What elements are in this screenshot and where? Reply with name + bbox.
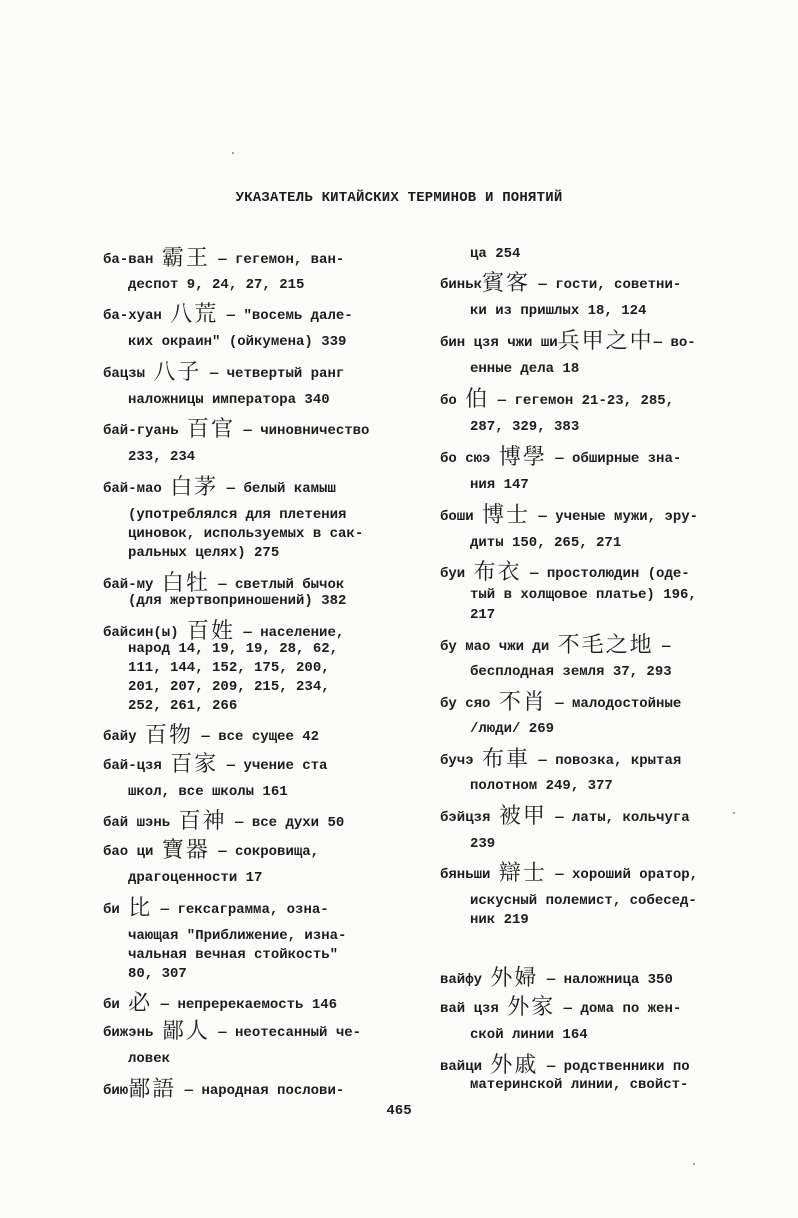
index-entry-line bbox=[470, 302, 646, 320]
entry-term: вайци bbox=[440, 1059, 491, 1075]
index-entry-line bbox=[128, 448, 195, 466]
entry-term: школ, все школы 161 bbox=[128, 784, 288, 800]
index-entry-line bbox=[103, 248, 344, 269]
entry-term: би bbox=[103, 902, 129, 918]
index-entry-line bbox=[440, 863, 698, 884]
entry-term: вай цзя bbox=[440, 1001, 508, 1017]
index-entry-line bbox=[128, 869, 262, 887]
index-entry-line bbox=[470, 606, 495, 624]
index-entry-line bbox=[440, 1055, 690, 1076]
index-entry-line bbox=[470, 245, 520, 263]
entry-term: бяньши bbox=[440, 867, 499, 883]
index-entry-line bbox=[440, 749, 681, 770]
index-entry-line bbox=[470, 663, 672, 681]
chinese-characters: 寶器 bbox=[161, 838, 210, 863]
index-entry-line bbox=[103, 304, 353, 325]
entry-term: (употреблялся для плетения bbox=[128, 507, 347, 523]
index-entry-line bbox=[128, 525, 363, 543]
index-entry-line bbox=[128, 965, 187, 983]
chinese-characters: 百物 bbox=[145, 723, 194, 748]
chinese-characters: 鄙語 bbox=[128, 1077, 177, 1102]
index-entry-line bbox=[128, 544, 279, 562]
chinese-characters: 兵甲之中 bbox=[557, 329, 654, 354]
entry-term: боши bbox=[440, 509, 483, 525]
entry-term: полотном 249, 377 bbox=[470, 778, 613, 794]
index-entry-line bbox=[470, 360, 579, 378]
chinese-characters: 八荒 bbox=[170, 302, 219, 327]
entry-term: деспот 9, 24, 27, 215 bbox=[128, 277, 305, 293]
entry-definition: — дома по жен- bbox=[555, 1001, 682, 1017]
entry-term: бу сяо bbox=[440, 696, 499, 712]
index-entry-line bbox=[128, 1050, 170, 1068]
entry-term: бижэнь bbox=[103, 1025, 162, 1041]
chinese-characters: 百家 bbox=[170, 752, 219, 777]
entry-definition: — повозка, крытая bbox=[530, 753, 682, 769]
chinese-characters: 布衣 bbox=[473, 560, 522, 585]
index-entry-line bbox=[103, 621, 344, 642]
entry-term: 239 bbox=[470, 836, 496, 852]
entry-term: бай шэнь bbox=[103, 815, 179, 831]
entry-term: народ 14, 19, 19, 28, 62, bbox=[128, 641, 339, 657]
index-entry-line bbox=[103, 1079, 344, 1100]
chinese-characters: 百官 bbox=[187, 417, 236, 442]
chinese-characters: 外婦 bbox=[490, 966, 539, 991]
entry-term: диты 150, 265, 271 bbox=[470, 535, 622, 551]
entry-term: байсин(ы) bbox=[103, 625, 188, 641]
entry-term: 233, 234 bbox=[128, 449, 196, 465]
entry-term: циновок, используемых в сак- bbox=[128, 526, 364, 542]
index-entry-line bbox=[440, 806, 690, 827]
index-entry-line bbox=[103, 362, 344, 383]
chinese-characters: 百姓 bbox=[187, 619, 236, 644]
entry-term: чающая "Приближение, изна- bbox=[128, 928, 347, 944]
entry-term: ба-ван bbox=[103, 252, 162, 268]
entry-term: ловек bbox=[128, 1051, 171, 1067]
index-entry-line bbox=[103, 725, 319, 746]
entry-definition: — гегемон, ван- bbox=[209, 252, 345, 268]
entry-term: наложницы императора 340 bbox=[128, 392, 330, 408]
index-entry-line bbox=[440, 331, 696, 352]
index-entry-line bbox=[103, 811, 344, 832]
page-title: УКАЗАТЕЛЬ КИТАЙСКИХ ТЕРМИНОВ И ПОНЯТИЙ bbox=[235, 190, 563, 206]
entry-term: искусный полемист, собесед- bbox=[470, 893, 697, 909]
chinese-characters: 伯 bbox=[465, 387, 490, 412]
entry-term: бай-му bbox=[103, 577, 162, 593]
entry-term: байу bbox=[103, 729, 146, 745]
entry-term: ких окраин" (ойкумена) 339 bbox=[128, 334, 347, 350]
index-entry-line bbox=[440, 997, 681, 1018]
entry-definition: — "восемь дале- bbox=[218, 308, 353, 324]
index-entry-line bbox=[440, 562, 690, 583]
index-entry-line bbox=[103, 573, 344, 594]
chinese-characters: 被甲 bbox=[498, 804, 547, 829]
index-entry-line bbox=[128, 506, 346, 524]
chinese-characters: 必 bbox=[128, 991, 153, 1016]
entry-term: (для жертвоприношений) 382 bbox=[128, 593, 347, 609]
index-entry-line bbox=[128, 391, 330, 409]
entry-term: бай-цзя bbox=[103, 758, 171, 774]
entry-definition: — непререкаемость 146 bbox=[152, 997, 338, 1013]
entry-term: драгоценности 17 bbox=[128, 870, 263, 886]
entry-term: би bbox=[103, 997, 129, 1013]
entry-term: бу мао чжи ди bbox=[440, 639, 558, 655]
entry-term: ба-хуан bbox=[103, 308, 171, 324]
entry-definition: — сокровища, bbox=[209, 844, 320, 860]
entry-term: 217 bbox=[470, 607, 496, 623]
entry-definition: — простолюдин (оде- bbox=[521, 566, 690, 582]
chinese-characters: 賓客 bbox=[482, 271, 531, 296]
entry-term: вайфу bbox=[440, 972, 491, 988]
index-entry-line bbox=[103, 898, 329, 919]
index-entry-line bbox=[470, 777, 613, 795]
index-entry-line bbox=[470, 892, 697, 910]
index-entry-line bbox=[128, 333, 346, 351]
index-entry-line bbox=[440, 968, 673, 989]
index-entry-line bbox=[470, 418, 579, 436]
entry-definition: — наложница 350 bbox=[538, 972, 673, 988]
entry-definition: — во- bbox=[653, 335, 696, 351]
entry-term: бо сюэ bbox=[440, 451, 499, 467]
chinese-characters: 百神 bbox=[178, 809, 227, 834]
entry-definition: — все духи 50 bbox=[226, 815, 345, 831]
index-entry-line bbox=[470, 586, 697, 604]
entry-definition: — неотесанный че- bbox=[209, 1025, 362, 1041]
entry-definition: — латы, кольчуга bbox=[546, 810, 690, 826]
chinese-characters: 白牡 bbox=[161, 571, 210, 596]
entry-term: бацзы bbox=[103, 366, 154, 382]
entry-term: биньк bbox=[440, 277, 483, 293]
index-entry-line bbox=[128, 659, 330, 677]
index-entry-line bbox=[103, 1021, 361, 1042]
entry-definition: — малодостойные bbox=[546, 696, 682, 712]
index-entry-line bbox=[128, 946, 338, 964]
entry-term: енные дела 18 bbox=[470, 361, 580, 377]
entry-term: чальная вечная стойкость" bbox=[128, 947, 339, 963]
chinese-characters: 布車 bbox=[482, 747, 531, 772]
entry-definition: — все сущее 42 bbox=[193, 729, 320, 745]
entry-definition: — гости, советни- bbox=[530, 277, 682, 293]
chinese-characters: 博士 bbox=[482, 503, 531, 528]
entry-definition: — белый камыш bbox=[218, 481, 336, 497]
chinese-characters: 不毛之地 bbox=[557, 633, 654, 658]
index-entry-line bbox=[103, 993, 337, 1014]
entry-term: 287, 329, 383 bbox=[470, 419, 580, 435]
index-entry-line bbox=[128, 697, 237, 715]
entry-term: ца 254 bbox=[470, 246, 521, 262]
entry-term: 252, 261, 266 bbox=[128, 698, 238, 714]
index-entry-line bbox=[103, 754, 327, 775]
entry-definition: — гегемон 21-23, 285, bbox=[489, 393, 675, 409]
chinese-characters: 博學 bbox=[498, 445, 547, 470]
chinese-characters: 八子 bbox=[153, 360, 202, 385]
entry-term: материнской линии, свойст- bbox=[470, 1077, 689, 1093]
index-entry-line bbox=[470, 1026, 588, 1044]
entry-term: бесплодная земля 37, 293 bbox=[470, 664, 672, 680]
entry-definition: — чиновничество bbox=[235, 423, 370, 439]
chinese-characters: 外家 bbox=[507, 995, 556, 1020]
chinese-characters: 外戚 bbox=[490, 1053, 539, 1078]
index-entry-line bbox=[470, 1076, 688, 1094]
index-entry-line bbox=[470, 534, 621, 552]
index-entry-line bbox=[470, 911, 529, 929]
index-entry-line bbox=[470, 720, 554, 738]
index-entry-line bbox=[128, 276, 304, 294]
entry-term: /люди/ 269 bbox=[470, 721, 555, 737]
entry-term: бэйцзя bbox=[440, 810, 499, 826]
entry-definition: — родственники по bbox=[538, 1059, 690, 1075]
chinese-characters: 白茅 bbox=[170, 475, 219, 500]
chinese-characters: 鄙人 bbox=[161, 1019, 210, 1044]
entry-term: ния 147 bbox=[470, 477, 529, 493]
index-entry-line bbox=[128, 592, 346, 610]
page-number: 465 bbox=[386, 1103, 412, 1119]
entry-definition: — четвертый ранг bbox=[201, 366, 345, 382]
chinese-characters: 霸王 bbox=[161, 246, 210, 271]
entry-term: бин цзя чжи ши bbox=[440, 335, 558, 351]
entry-term: бучэ bbox=[440, 753, 483, 769]
entry-term: ской линии 164 bbox=[470, 1027, 588, 1043]
entry-definition: — светлый бычок bbox=[209, 577, 345, 593]
entry-definition: — ученые мужи, эру- bbox=[530, 509, 699, 525]
entry-definition: — хороший оратор, bbox=[546, 867, 699, 883]
entry-term: 201, 207, 209, 215, 234, bbox=[128, 679, 330, 695]
entry-definition: — гексаграмма, озна- bbox=[152, 902, 329, 918]
index-entry-line bbox=[470, 835, 495, 853]
index-entry-line bbox=[470, 476, 529, 494]
entry-term: бао ци bbox=[103, 844, 162, 860]
entry-term: бию bbox=[103, 1083, 129, 1099]
index-entry-line bbox=[103, 840, 319, 861]
paper-speck bbox=[232, 152, 234, 154]
index-entry-line bbox=[440, 389, 674, 410]
entry-term: бо bbox=[440, 393, 466, 409]
entry-definition: — bbox=[653, 639, 671, 655]
index-entry-line bbox=[440, 447, 681, 468]
index-entry-line bbox=[440, 505, 698, 526]
chinese-characters: 辯士 bbox=[498, 861, 547, 886]
index-entry-line bbox=[128, 640, 338, 658]
index-entry-line bbox=[128, 678, 330, 696]
index-entry-line bbox=[440, 692, 681, 713]
entry-term: бай-мао bbox=[103, 481, 171, 497]
entry-definition: — народная послови- bbox=[176, 1083, 345, 1099]
entry-term: бай-гуань bbox=[103, 423, 188, 439]
entry-definition: — учение ста bbox=[218, 758, 328, 774]
entry-term: ки из пришлых 18, 124 bbox=[470, 303, 647, 319]
index-entry-line bbox=[103, 419, 369, 440]
index-entry-line bbox=[103, 477, 336, 498]
entry-term: 111, 144, 152, 175, 200, bbox=[128, 660, 330, 676]
chinese-characters: 不肖 bbox=[498, 690, 547, 715]
entry-term: ральных целях) 275 bbox=[128, 545, 280, 561]
index-entry-line bbox=[128, 783, 288, 801]
index-entry-line bbox=[440, 635, 670, 656]
entry-term: буи bbox=[440, 566, 474, 582]
entry-definition: — обширные зна- bbox=[546, 451, 682, 467]
entry-definition: — население, bbox=[235, 625, 345, 641]
paper-speck bbox=[693, 1163, 695, 1165]
index-entry-line bbox=[440, 273, 681, 294]
entry-term: тый в холщовое платье) 196, bbox=[470, 587, 697, 603]
chinese-characters: 比 bbox=[128, 896, 153, 921]
entry-term: 80, 307 bbox=[128, 966, 187, 982]
index-entry-line bbox=[128, 927, 346, 945]
paper-speck bbox=[733, 812, 735, 814]
entry-term: ник 219 bbox=[470, 912, 529, 928]
